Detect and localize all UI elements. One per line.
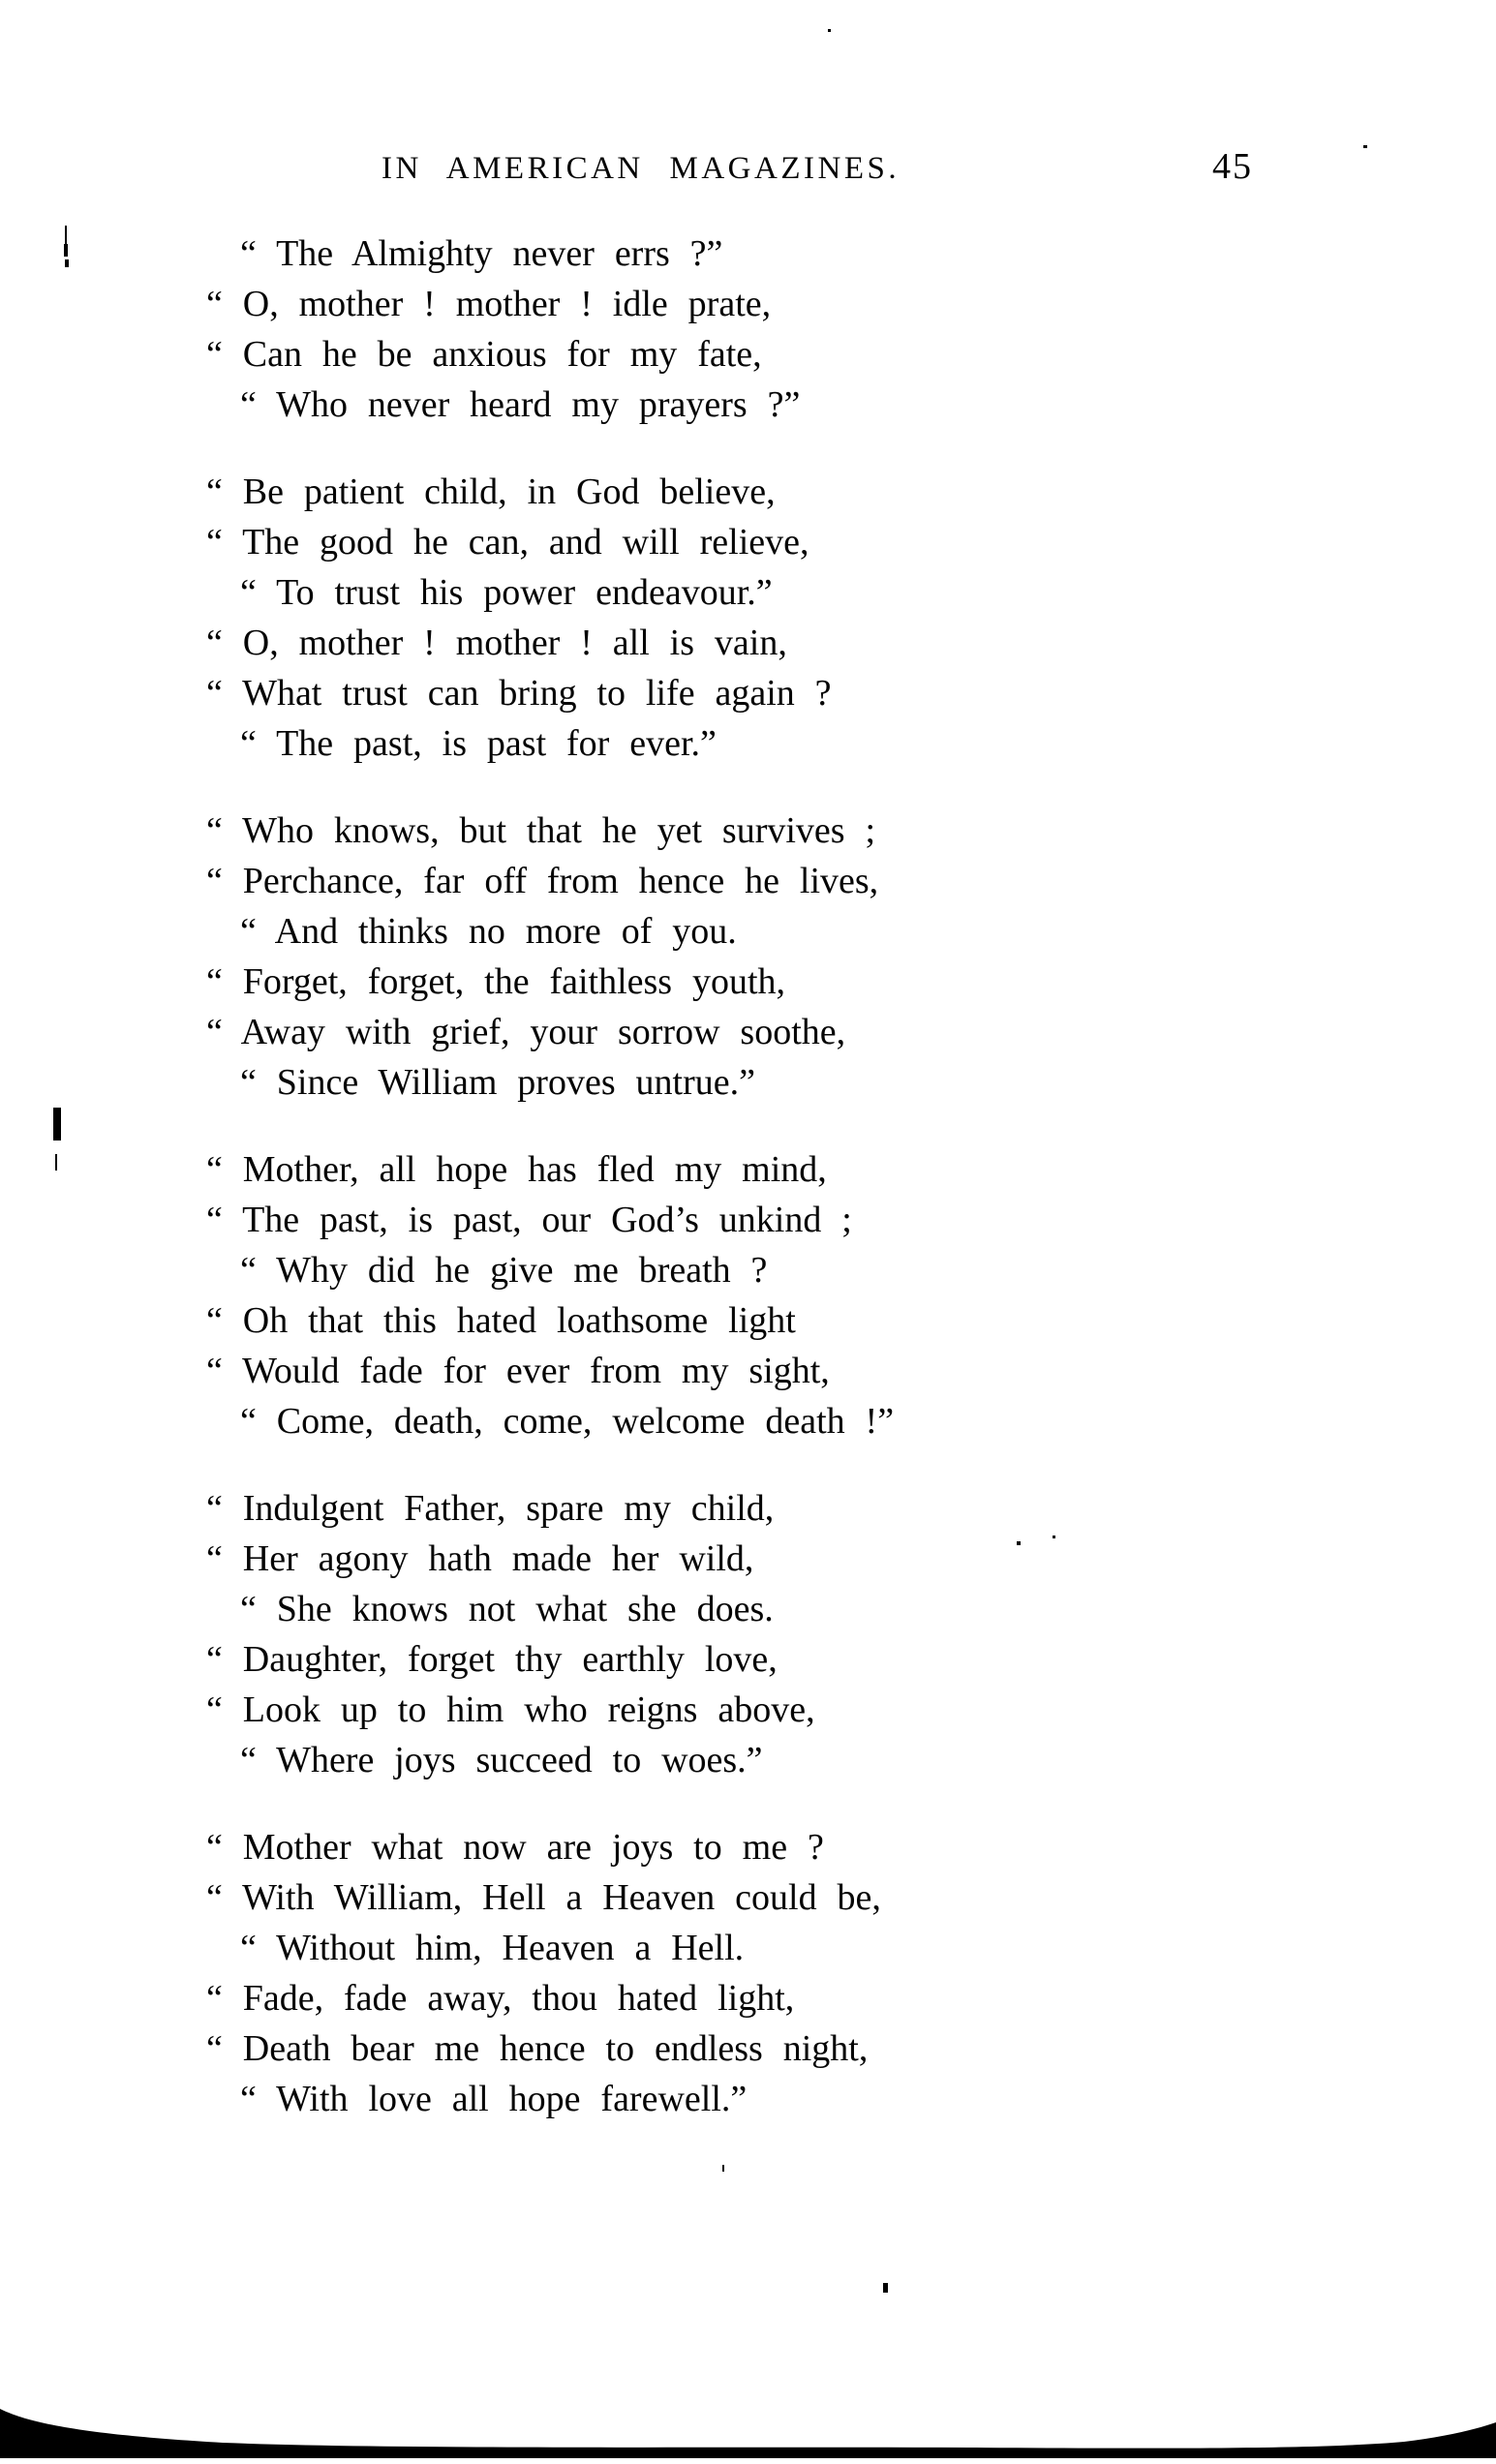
poem-line: “ To trust his power endeavour.” (240, 572, 773, 613)
scan-speck (65, 259, 69, 267)
poem-line: “ Mother what now are joys to me ? (206, 1827, 824, 1868)
poem-line: “ Indulgent Father, spare my child, (206, 1488, 775, 1529)
poem-line: “ Come, death, come, welcome death !” (240, 1401, 895, 1442)
poem-line: “ Can he be anxious for my fate, (206, 334, 762, 375)
stanza (206, 1483, 894, 1785)
stanza (206, 228, 894, 430)
scan-speck (64, 244, 68, 257)
poem-line: “ Who never heard my prayers ?” (240, 384, 801, 425)
stanza (206, 467, 894, 769)
scan-speck (883, 2283, 888, 2293)
poem-line: “ Mother, all hope has fled my mind, (206, 1149, 827, 1190)
scan-speck (1363, 145, 1367, 148)
poem-line: “ Away with grief, your sorrow soothe, (206, 1012, 846, 1052)
poem-line: “ Why did he give me breath ? (240, 1250, 768, 1291)
poem-line: “ The Almighty never errs ?” (240, 233, 723, 274)
poem-line: “ Be patient child, in God believe, (206, 472, 776, 512)
scan-speck (55, 1154, 57, 1171)
poem-line: “ Would fade for ever from my sight, (206, 1351, 830, 1391)
poem-line: “ Since William proves untrue.” (240, 1062, 755, 1103)
poem-line: “ Where joys succeed to woes.” (240, 1740, 763, 1780)
scan-artifact-bottom-band (0, 2404, 1496, 2464)
poem-line: “ Who knows, but that he yet survives ; (206, 810, 876, 851)
scan-speck (722, 2165, 724, 2172)
poem-line: “ The past, is past, our God’s unkind ; (206, 1200, 852, 1240)
poem-line: “ Without him, Heaven a Hell. (240, 1928, 745, 1968)
poem-line: “ The good he can, and will relieve, (206, 522, 809, 563)
poem-line: “ Fade, fade away, thou hated light, (206, 1978, 795, 2019)
poem-line: “ Forget, forget, the faithless youth, (206, 961, 786, 1002)
poem-line: “ Daughter, forget thy earthly love, (206, 1639, 778, 1680)
stanza (206, 1144, 894, 1446)
poem-line: “ Her agony hath made her wild, (206, 1538, 754, 1579)
scan-speck (53, 1108, 61, 1141)
scan-speck (1053, 1536, 1055, 1538)
scan-speck (828, 29, 831, 32)
page-number: 45 (1212, 146, 1253, 187)
poem-line: “ Look up to him who reigns above, (206, 1689, 815, 1730)
poem-line: “ Death bear me hence to endless night, (206, 2028, 869, 2069)
poem-line: “ O, mother ! mother ! all is vain, (206, 623, 787, 663)
poem-line: “ She knows not what she does. (240, 1589, 774, 1629)
running-header: IN AMERICAN MAGAZINES. (382, 151, 901, 186)
poem (206, 228, 894, 2161)
poem-line: “ And thinks no more of you. (240, 911, 737, 952)
stanza (206, 806, 894, 1108)
poem-line: “ What trust can bring to life again ? (206, 673, 832, 714)
scan-speck (1017, 1541, 1021, 1545)
stanza (206, 1822, 894, 2124)
poem-line: “ Oh that this hated loathsome light (206, 1300, 796, 1341)
poem-line: “ O, mother ! mother ! idle prate, (206, 284, 772, 324)
poem-line: “ With William, Hell a Heaven could be, (206, 1877, 881, 1918)
poem-line: “ Perchance, far off from hence he lives, (206, 861, 879, 901)
poem-line: “ With love all hope farewell.” (240, 2079, 748, 2119)
poem-line: “ The past, is past for ever.” (240, 723, 717, 764)
